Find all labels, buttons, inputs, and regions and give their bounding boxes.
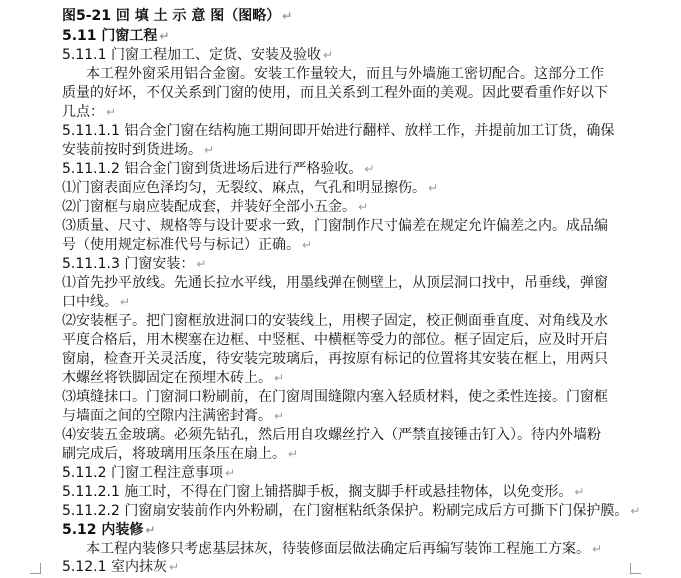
l11: ⑶质量、尺寸、规格等与设计要求一致，门窗制作尺寸偏差在规定允许偏差之内。成品编 [62,218,608,234]
l25: 5.11.2.1 施工时，不得在门窗上铺搭脚手板，搁支脚手杆或悬挂物体，以免变形。 ↵ [62,484,585,500]
l20: ⑶填缝抹口。门窗洞口粉刷前，在门窗周围缝隙内塞入轻质材料，使之柔性连接。门窗框 [62,389,608,405]
l10: ⑵门窗框与扇应装配成套，并装好全部小五金。 ↵ [62,199,369,215]
l18: 窗扇，检查开关灵活度，待安装完玻璃后，再按原有标记的位置将其安装在框上，用两只 [62,351,608,367]
page-corner-marker-left [30,563,41,574]
l15: 口中线。 ↵ [62,294,131,310]
l16: ⑵安装框子。把门窗框放进洞口的安装线上，用楔子固定，校正侧面垂直度、对角线及水 [62,313,608,329]
l1: 5.11 门窗工程 ↵ [62,28,170,44]
l27: 5.12 内装修 ↵ [62,522,156,538]
l7: 安装前按时到货进场。 ↵ [62,142,215,158]
l28: 本工程内装修只考虑基层抹灰，待装修面层做法确定后再编写装饰工程施工方案。 ↵ [86,541,603,557]
l29: 5.12.1 室内抹灰 ↵ [62,559,180,575]
l12: 号（使用规定标准代号与标记）正确。 ↵ [62,237,313,253]
l26: 5.11.2.2 门窗扇安装前作内外粉刷，在门窗框粘纸条保护。粉刷完成后方可撕下门保护膜。 ↵ [62,503,641,519]
l21: 与墙面之间的空隙内注满密封膏。 ↵ [62,408,285,424]
l8: 5.11.1.2 铝合金门窗到货进场后进行严格验收。 ↵ [62,161,375,177]
l17: 平度合格后，用木楔塞在边框、中竖框、中横框等受力的部位。框子固定后，应及时开启 [62,332,608,348]
l22: ⑷安装五金玻璃。必须先钻孔，然后用自攻螺丝拧入（严禁直接锤击钉入）。待内外墙粉 [62,427,601,443]
page-corner-marker-right [630,563,641,574]
l23: 刷完成后，将玻璃用压条压在扇上。 ↵ [62,446,299,462]
l9: ⑴门窗表面应色泽均匀，无裂纹、麻点，气孔和明显擦伤。 ↵ [62,180,439,196]
l24: 5.11.2 门窗工程注意事项 ↵ [62,465,236,481]
l3: 本工程外窗采用铝合金窗。安装工作量较大，而且与外墙施工密切配合。这部分工作 [86,66,604,82]
l2: 5.11.1 门窗工程加工、定货、安装及验收 ↵ [62,47,334,63]
l13: 5.11.1.3 门窗安装： ↵ [62,256,207,272]
l19: 木螺丝将铁脚固定在预埋木砖上。 ↵ [62,370,285,386]
l0: 图5-21 回 填 土 示 意 图（图略） ↵ [62,8,293,24]
l5: 几点： ↵ [62,104,117,120]
l14: ⑴首先抄平放线。先通长拉水平线，用墨线弹在侧壁上，从顶层洞口找中，吊垂线，弹窗 [62,275,608,291]
l4: 质量的好坏，不仅关系到门窗的使用，而且关系到工程外面的美观。因此要看重作好以下 [62,85,608,101]
l6: 5.11.1.1 铝合金门窗在结构施工期间即开始进行翻样、放样工作，并提前加工订货，确保 [62,123,615,139]
